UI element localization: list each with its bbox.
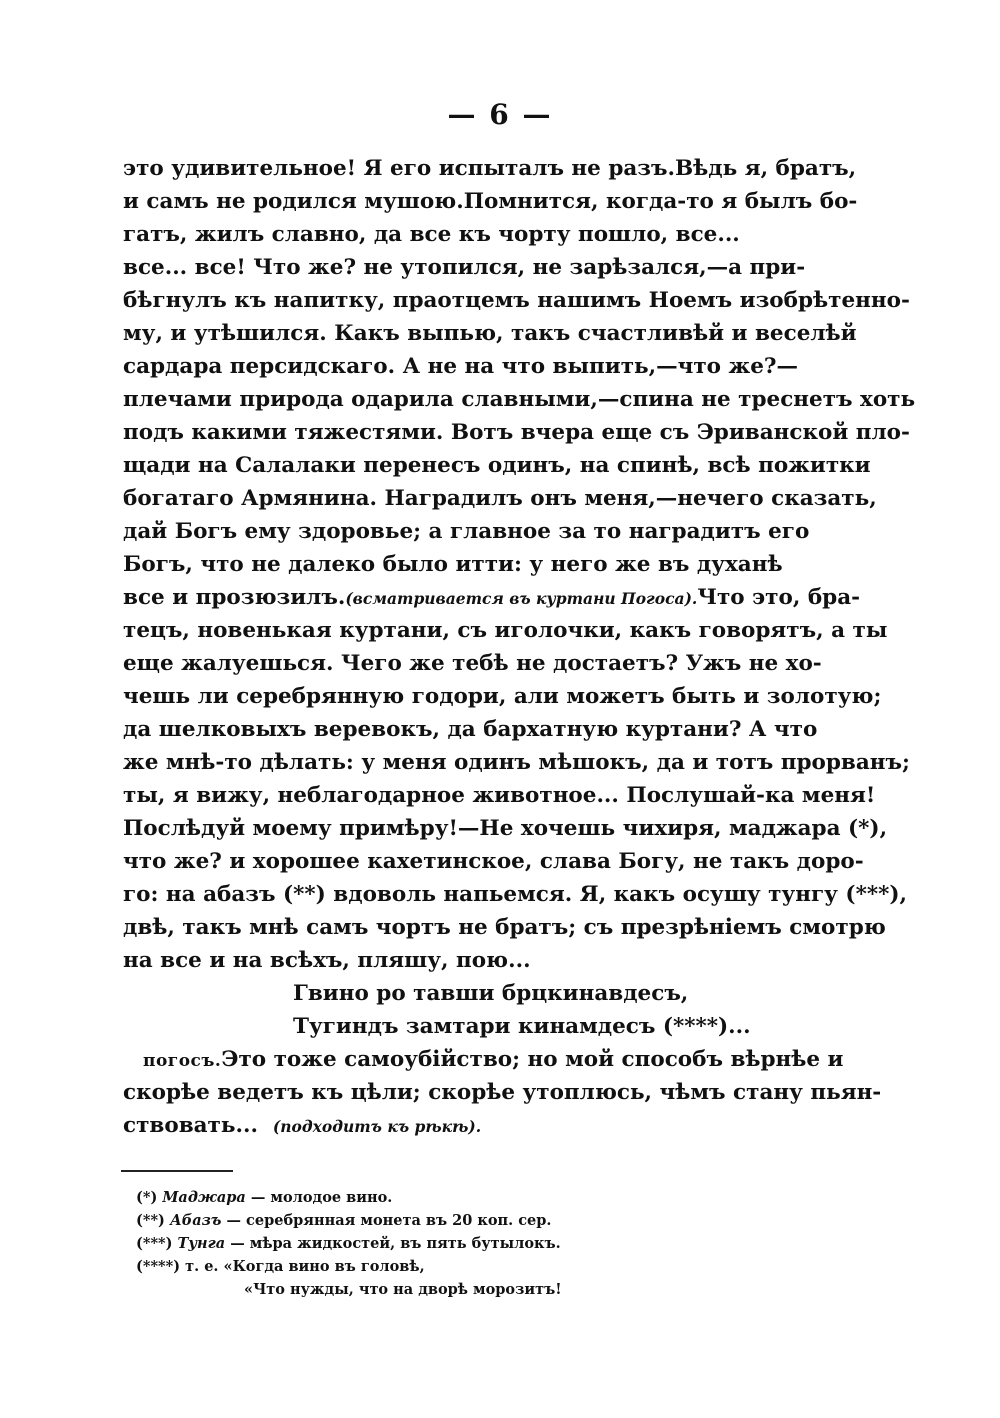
text-line: скорѣе ведетъ къ цѣли; скорѣе утоплюсь, чѣмъ стану пьян- [123, 1080, 882, 1105]
text-line: что же? и хорошее кахетинское, слава Богу, не такъ доро- [123, 849, 864, 874]
text-line-with-stage-direction: все и прозюзилъ. (всматривается въ куртани Погоса). Что это, бра- [123, 581, 823, 614]
text-line: дай Богъ ему здоровье; а главное за то наградитъ его [123, 519, 810, 544]
verse-line: Тугиндъ замтари кинамдесъ (****)... [293, 1014, 751, 1039]
text-line: все... все! Что же? не утопился, не зарѣзался,—а при- [123, 255, 806, 280]
stage-direction: (всматривается въ куртани Погоса). [345, 589, 698, 608]
text-line: двѣ, такъ мнѣ самъ чортъ не братъ; съ презрѣніемъ смотрю [123, 915, 886, 940]
text-line: богатаго Армянина. Наградилъ онъ меня,—нечего сказать, [123, 486, 877, 511]
footnote: (**) Абазъ — серебрянная монета въ 20 коп. сер. [136, 1212, 552, 1229]
text-line: еще жалуешься. Чего же тебѣ не достаетъ? Ужъ не хо- [123, 651, 822, 676]
footnote-continuation: «Что нужды, что на дворѣ морозитъ! [244, 1281, 562, 1298]
text-line: подъ какими тяжестями. Вотъ вчера еще съ Эриванской пло- [123, 420, 910, 445]
stage-direction: (подходитъ къ рѣкѣ). [272, 1117, 482, 1136]
text-line: сардара персидскаго. А не на что выпить,—что же?— [123, 354, 798, 379]
text-line: бѣгнулъ къ напитку, праотцемъ нашимъ Ноемъ изобрѣтенно- [123, 288, 910, 313]
text-line: это удивительное! Я его испыталъ не разъ. Вѣдь я, братъ, [123, 156, 857, 181]
footnote: (***) Тунга — мѣра жидкостей, въ пять бутылокъ. [136, 1235, 561, 1252]
text-line: Послѣдуй моему примѣру!—Не хочешь чихиря, маджара (*), [123, 816, 888, 841]
text-line: на все и на всѣхъ, пляшу, пою... [123, 948, 531, 973]
text-line: щади на Салалаки перенесъ одинъ, на спинѣ, всѣ пожитки [123, 453, 871, 478]
text-line: гатъ, жилъ славно, да все къ чорту пошло, все... [123, 222, 740, 247]
footnote: (****) т. е. «Когда вино въ головѣ, [136, 1258, 425, 1275]
text-line: же мнѣ-то дѣлать: у меня одинъ мѣшокъ, да и тотъ прорванъ; [123, 750, 910, 775]
text-line: и самъ не родился мушою. Помнится, когда-то я былъ бо- [123, 189, 858, 214]
text-line: ствовать... (подходитъ къ рѣкѣ). [123, 1109, 823, 1142]
speaker-line: погосъ. Это тоже самоубійство; но мой способъ вѣрнѣе и [123, 1043, 823, 1076]
footnote-divider [121, 1170, 233, 1172]
footnotes [136, 1186, 736, 1301]
body-text [123, 152, 916, 1142]
text-line: плечами природа одарила славными,—спина не треснетъ хоть [123, 387, 916, 412]
text-line: Богъ, что не далеко было итти: у него же въ духанѣ [123, 552, 783, 577]
text-line: да шелковыхъ веревокъ, да бархатную куртани? А что [123, 717, 818, 742]
speaker-name: погосъ. [143, 1051, 222, 1071]
text-line: ты, я вижу, неблагодарное животное... Послушай-ка меня! [123, 783, 876, 808]
footnote: (*) Маджара — молодое вино. [136, 1189, 393, 1206]
text-line: чешь ли серебрянную годори, али можетъ быть и золотую; [123, 684, 882, 709]
text-line: му, и утѣшился. Какъ выпью, такъ счастливѣй и веселѣй [123, 321, 857, 346]
text-line: тецъ, новенькая куртани, съ иголочки, какъ говорятъ, а ты [123, 618, 888, 643]
verse-line: Гвино ро тавши брцкинавдесъ, [293, 981, 689, 1006]
text-line: го: на абазъ (**) вдоволь напьемся. Я, какъ осушу тунгу (***), [123, 882, 907, 907]
page-number: — 6 — [447, 98, 553, 131]
